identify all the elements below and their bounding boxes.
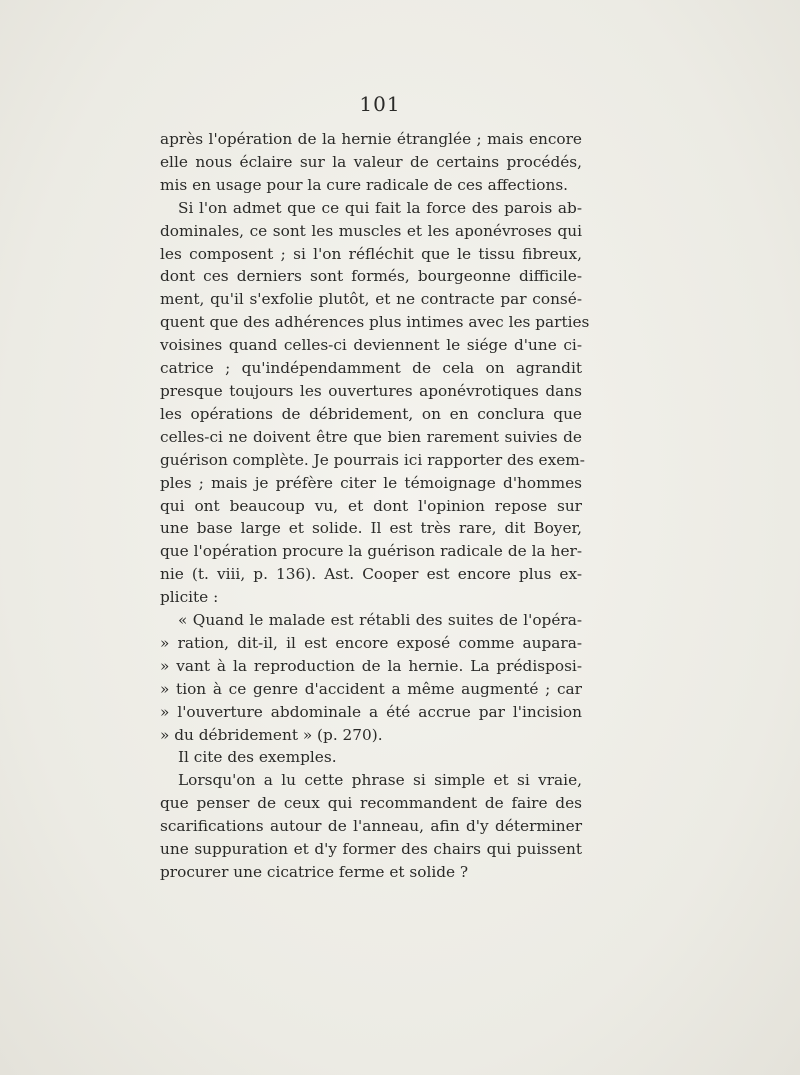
text-line: voisines quand celles-ci deviennent le siége d'une ci- <box>160 336 582 355</box>
text-line: les composent ; si l'on réfléchit que le tissu fibreux, <box>160 244 582 263</box>
text-line: que penser de ceux qui recommandent de faire des <box>160 794 582 813</box>
text-line: quent que des adhérences plus intimes avec les parties <box>160 313 590 332</box>
text-line: catrice ; qu'indépendamment de cela on agrandit <box>160 359 582 378</box>
text-line: procurer une cicatrice ferme et solide ? <box>160 863 469 881</box>
text-line: ment, qu'il s'exfolie plutôt, et ne contracte par consé- <box>160 290 582 309</box>
paragraph <box>160 609 582 746</box>
text-line: mis en usage pour la cure radicale de ces affections. <box>160 175 569 194</box>
text-line: » tion à ce genre d'accident a même augmenté ; car <box>160 679 582 698</box>
text-line: dominales, ce sont les muscles et les aponévroses qui <box>160 221 582 240</box>
text-line: » l'ouverture abdominale a été accrue par l'incision <box>160 702 582 721</box>
text-line: » vant à la reproduction de la hernie. La prédisposi- <box>160 656 582 675</box>
text-line: Si l'on admet que ce qui fait la force des parois ab- <box>178 198 582 217</box>
text-line: Il cite des exemples. <box>178 748 337 767</box>
text-line: presque toujours les ouvertures aponévrotiques dans <box>160 381 582 400</box>
text-line: elle nous éclaire sur la valeur de certains procédés, <box>160 152 582 171</box>
paragraph <box>160 128 582 197</box>
text-line: ples ; mais je préfère citer le témoignage d'hommes <box>160 473 582 492</box>
body-text <box>160 128 590 884</box>
text-line: les opérations de débridement, on en conclura que <box>160 404 582 423</box>
text-line: que l'opération procure la guérison radicale de la her- <box>160 542 582 561</box>
text-line: » du débridement » (p. 270). <box>160 725 383 744</box>
paragraph <box>160 197 590 609</box>
text-line: celles-ci ne doivent être que bien rarement suivies de <box>160 427 582 446</box>
page-number: 101 <box>359 92 401 116</box>
text-line: dont ces derniers sont formés, bourgeonne difficile- <box>160 267 582 286</box>
paragraph <box>160 769 582 884</box>
text-line: plicite : <box>160 588 219 607</box>
paragraph <box>160 746 582 769</box>
text-line: guérison complète. Je pourrais ici rapporter des exem- <box>160 450 585 469</box>
text-line: « Quand le malade est rétabli des suites de l'opéra- <box>178 611 582 630</box>
text-line: nie (t. viii, p. 136). Ast. Cooper est encore plus ex- <box>160 565 582 584</box>
text-line: une suppuration et d'y former des chairs qui puissent <box>160 840 582 859</box>
text-line: » ration, dit-il, il est encore exposé comme aupara- <box>160 633 582 652</box>
text-line: une base large et solide. Il est très rare, dit Boyer, <box>160 519 582 538</box>
text-line: scarifications autour de l'anneau, afin d'y déterminer <box>160 817 582 836</box>
text-line: Lorsqu'on a lu cette phrase si simple et si vraie, <box>178 771 582 790</box>
text-line: qui ont beaucoup vu, et dont l'opinion repose sur <box>160 496 582 515</box>
text-line: après l'opération de la hernie étranglée ; mais encore <box>160 130 582 148</box>
